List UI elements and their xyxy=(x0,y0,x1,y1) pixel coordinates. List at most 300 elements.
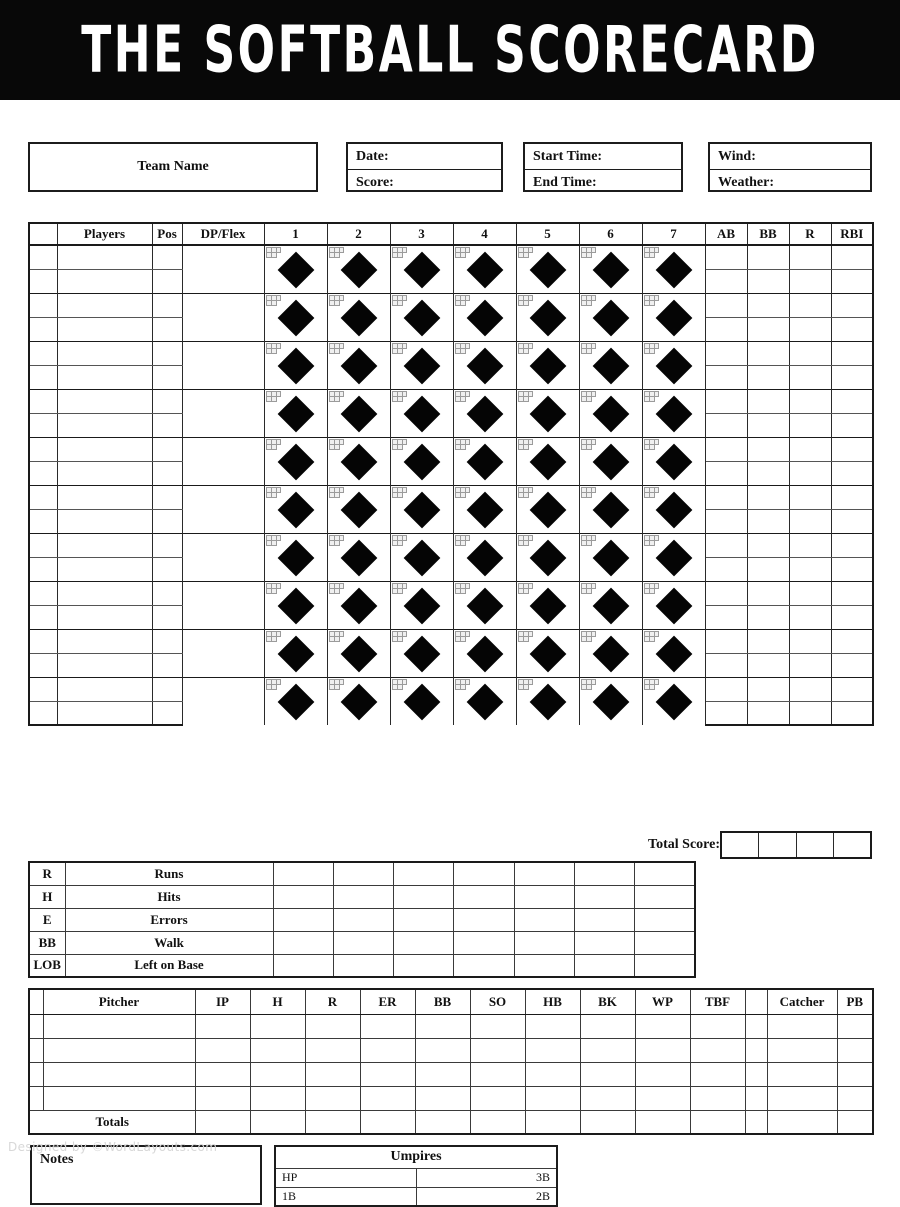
stat-cell-ab[interactable] xyxy=(705,581,747,605)
pitcher-cell[interactable] xyxy=(580,1038,635,1062)
inning-cell-5[interactable] xyxy=(516,437,579,485)
inning-cell-3[interactable] xyxy=(390,389,453,437)
pitcher-cell[interactable] xyxy=(837,1062,873,1086)
stat-cell-bb[interactable] xyxy=(747,581,789,605)
position-cell[interactable] xyxy=(152,437,182,461)
pitcher-cell[interactable] xyxy=(470,1086,525,1110)
pitcher-cell[interactable] xyxy=(305,1014,360,1038)
stats-value-cell[interactable] xyxy=(454,931,514,954)
pitcher-cell[interactable] xyxy=(635,1086,690,1110)
player-name-cell-sub[interactable] xyxy=(57,317,152,341)
team-name-box[interactable] xyxy=(28,142,318,192)
pitcher-totals-cell[interactable] xyxy=(415,1110,470,1134)
stat-cell-rbi[interactable] xyxy=(831,677,873,701)
stats-value-cell[interactable] xyxy=(635,908,695,931)
weather-field[interactable]: Weather: xyxy=(710,169,870,194)
position-cell-sub[interactable] xyxy=(152,509,182,533)
stat-cell-sub[interactable] xyxy=(747,269,789,293)
stat-cell-sub[interactable] xyxy=(831,509,873,533)
pitcher-cell[interactable] xyxy=(195,1038,250,1062)
batting-order-cell-sub[interactable] xyxy=(29,269,57,293)
pitcher-cell[interactable] xyxy=(580,1062,635,1086)
stat-cell-sub[interactable] xyxy=(789,557,831,581)
inning-cell-4[interactable] xyxy=(453,341,516,389)
player-name-cell-sub[interactable] xyxy=(57,557,152,581)
stat-cell-sub[interactable] xyxy=(831,653,873,677)
stat-cell-sub[interactable] xyxy=(747,653,789,677)
batting-order-cell[interactable] xyxy=(29,341,57,365)
inning-cell-6[interactable] xyxy=(579,533,642,581)
stat-cell-sub[interactable] xyxy=(831,605,873,629)
dpflex-cell[interactable] xyxy=(182,629,264,677)
stat-cell-sub[interactable] xyxy=(789,701,831,725)
pitcher-cell[interactable] xyxy=(470,1062,525,1086)
stat-cell-rbi[interactable] xyxy=(831,245,873,269)
position-cell[interactable] xyxy=(152,389,182,413)
stat-cell-r[interactable] xyxy=(789,629,831,653)
stat-cell-rbi[interactable] xyxy=(831,437,873,461)
inning-cell-5[interactable] xyxy=(516,629,579,677)
stats-value-cell[interactable] xyxy=(454,954,514,977)
stat-cell-ab[interactable] xyxy=(705,437,747,461)
pitcher-totals-cell[interactable] xyxy=(250,1110,305,1134)
position-cell-sub[interactable] xyxy=(152,317,182,341)
stats-value-cell[interactable] xyxy=(394,931,454,954)
pitcher-cell[interactable] xyxy=(250,1086,305,1110)
batting-order-cell-sub[interactable] xyxy=(29,557,57,581)
pitcher-cell[interactable] xyxy=(837,1014,873,1038)
pitcher-totals-cell[interactable] xyxy=(195,1110,250,1134)
pitcher-cell[interactable] xyxy=(635,1038,690,1062)
batting-order-cell[interactable] xyxy=(29,485,57,509)
pitcher-cell[interactable] xyxy=(690,1062,745,1086)
pitcher-cell[interactable] xyxy=(745,1086,767,1110)
umpire-3b-field[interactable]: 3B xyxy=(416,1168,557,1187)
inning-cell-2[interactable] xyxy=(327,293,390,341)
stat-cell-sub[interactable] xyxy=(705,365,747,389)
stat-cell-sub[interactable] xyxy=(789,413,831,437)
batting-order-cell-sub[interactable] xyxy=(29,461,57,485)
pitcher-cell[interactable] xyxy=(767,1038,837,1062)
stat-cell-sub[interactable] xyxy=(789,605,831,629)
stats-value-cell[interactable] xyxy=(454,885,514,908)
inning-cell-4[interactable] xyxy=(453,293,516,341)
batting-order-cell[interactable] xyxy=(29,293,57,317)
stat-cell-sub[interactable] xyxy=(831,365,873,389)
pitcher-cell[interactable] xyxy=(745,1014,767,1038)
stat-cell-sub[interactable] xyxy=(705,701,747,725)
stat-cell-rbi[interactable] xyxy=(831,341,873,365)
inning-cell-6[interactable] xyxy=(579,485,642,533)
inning-cell-2[interactable] xyxy=(327,677,390,725)
inning-cell-3[interactable] xyxy=(390,581,453,629)
pitcher-row-tick[interactable] xyxy=(29,1086,43,1110)
stat-cell-sub[interactable] xyxy=(831,461,873,485)
inning-cell-7[interactable] xyxy=(642,389,705,437)
pitcher-cell[interactable] xyxy=(195,1062,250,1086)
stat-cell-r[interactable] xyxy=(789,341,831,365)
player-name-cell-sub[interactable] xyxy=(57,461,152,485)
inning-cell-4[interactable] xyxy=(453,581,516,629)
player-name-cell-sub[interactable] xyxy=(57,701,152,725)
inning-cell-4[interactable] xyxy=(453,437,516,485)
pitcher-cell[interactable] xyxy=(195,1086,250,1110)
stat-cell-rbi[interactable] xyxy=(831,533,873,557)
wind-field[interactable]: Wind: xyxy=(718,149,756,164)
position-cell-sub[interactable] xyxy=(152,269,182,293)
stat-cell-sub[interactable] xyxy=(705,269,747,293)
stats-value-cell[interactable] xyxy=(514,931,574,954)
stats-value-cell[interactable] xyxy=(454,862,514,885)
stats-value-cell[interactable] xyxy=(333,885,393,908)
stat-cell-sub[interactable] xyxy=(831,413,873,437)
batting-order-cell-sub[interactable] xyxy=(29,365,57,389)
stats-value-cell[interactable] xyxy=(635,954,695,977)
notes-box[interactable] xyxy=(30,1145,262,1205)
stat-cell-r[interactable] xyxy=(789,485,831,509)
stat-cell-r[interactable] xyxy=(789,677,831,701)
inning-cell-1[interactable] xyxy=(264,389,327,437)
batting-order-cell-sub[interactable] xyxy=(29,413,57,437)
batting-order-cell[interactable] xyxy=(29,533,57,557)
stat-cell-sub[interactable] xyxy=(789,653,831,677)
pitcher-row-tick[interactable] xyxy=(29,1062,43,1086)
pitcher-cell[interactable] xyxy=(470,1038,525,1062)
stat-cell-bb[interactable] xyxy=(747,293,789,317)
stat-cell-bb[interactable] xyxy=(747,341,789,365)
inning-cell-7[interactable] xyxy=(642,485,705,533)
inning-cell-2[interactable] xyxy=(327,533,390,581)
player-name-cell[interactable] xyxy=(57,533,152,557)
pitcher-cell[interactable] xyxy=(767,1086,837,1110)
end-time-field[interactable]: End Time: xyxy=(525,169,681,194)
inning-cell-3[interactable] xyxy=(390,437,453,485)
stats-value-cell[interactable] xyxy=(394,885,454,908)
stat-cell-sub[interactable] xyxy=(789,269,831,293)
batting-order-cell[interactable] xyxy=(29,581,57,605)
total-score-cell[interactable] xyxy=(759,832,797,858)
pitcher-cell[interactable] xyxy=(43,1038,195,1062)
position-cell[interactable] xyxy=(152,581,182,605)
stat-cell-sub[interactable] xyxy=(789,365,831,389)
pitcher-totals-cell[interactable] xyxy=(360,1110,415,1134)
pitcher-cell[interactable] xyxy=(470,1014,525,1038)
pitcher-cell[interactable] xyxy=(305,1038,360,1062)
stats-value-cell[interactable] xyxy=(333,931,393,954)
inning-cell-3[interactable] xyxy=(390,485,453,533)
pitcher-cell[interactable] xyxy=(415,1062,470,1086)
player-name-cell-sub[interactable] xyxy=(57,605,152,629)
position-cell[interactable] xyxy=(152,485,182,509)
inning-cell-1[interactable] xyxy=(264,677,327,725)
stat-cell-bb[interactable] xyxy=(747,533,789,557)
player-name-cell-sub[interactable] xyxy=(57,413,152,437)
inning-cell-5[interactable] xyxy=(516,485,579,533)
inning-cell-6[interactable] xyxy=(579,389,642,437)
inning-cell-1[interactable] xyxy=(264,245,327,293)
stat-cell-r[interactable] xyxy=(789,437,831,461)
pitcher-cell[interactable] xyxy=(745,1038,767,1062)
stats-value-cell[interactable] xyxy=(394,908,454,931)
dpflex-cell[interactable] xyxy=(182,389,264,437)
stats-value-cell[interactable] xyxy=(273,931,333,954)
inning-cell-1[interactable] xyxy=(264,437,327,485)
inning-cell-1[interactable] xyxy=(264,629,327,677)
date-field[interactable]: Date: xyxy=(356,149,389,164)
pitcher-cell[interactable] xyxy=(250,1014,305,1038)
stat-cell-ab[interactable] xyxy=(705,389,747,413)
pitcher-cell[interactable] xyxy=(525,1062,580,1086)
pitcher-cell[interactable] xyxy=(360,1038,415,1062)
inning-cell-6[interactable] xyxy=(579,293,642,341)
batting-order-cell[interactable] xyxy=(29,677,57,701)
position-cell-sub[interactable] xyxy=(152,413,182,437)
stats-value-cell[interactable] xyxy=(635,931,695,954)
stat-cell-sub[interactable] xyxy=(705,413,747,437)
stat-cell-sub[interactable] xyxy=(747,701,789,725)
inning-cell-4[interactable] xyxy=(453,533,516,581)
stats-value-cell[interactable] xyxy=(574,862,634,885)
inning-cell-6[interactable] xyxy=(579,629,642,677)
stat-cell-sub[interactable] xyxy=(747,317,789,341)
dpflex-cell[interactable] xyxy=(182,293,264,341)
position-cell-sub[interactable] xyxy=(152,605,182,629)
stat-cell-rbi[interactable] xyxy=(831,389,873,413)
dpflex-cell[interactable] xyxy=(182,485,264,533)
stat-cell-sub[interactable] xyxy=(747,461,789,485)
umpire-hp-field[interactable]: HP xyxy=(275,1168,416,1187)
stats-value-cell[interactable] xyxy=(273,954,333,977)
inning-cell-6[interactable] xyxy=(579,581,642,629)
pitcher-cell[interactable] xyxy=(525,1014,580,1038)
total-score-cell[interactable] xyxy=(796,832,834,858)
inning-cell-1[interactable] xyxy=(264,533,327,581)
stat-cell-ab[interactable] xyxy=(705,533,747,557)
pitcher-cell[interactable] xyxy=(635,1062,690,1086)
stat-cell-sub[interactable] xyxy=(705,653,747,677)
stat-cell-rbi[interactable] xyxy=(831,581,873,605)
player-name-cell[interactable] xyxy=(57,677,152,701)
pitcher-cell[interactable] xyxy=(525,1038,580,1062)
stats-value-cell[interactable] xyxy=(273,885,333,908)
inning-cell-3[interactable] xyxy=(390,629,453,677)
stat-cell-sub[interactable] xyxy=(705,557,747,581)
inning-cell-4[interactable] xyxy=(453,677,516,725)
position-cell[interactable] xyxy=(152,341,182,365)
stat-cell-sub[interactable] xyxy=(831,269,873,293)
dpflex-cell[interactable] xyxy=(182,677,264,725)
stat-cell-sub[interactable] xyxy=(831,701,873,725)
total-score-cell[interactable] xyxy=(721,832,759,858)
stats-value-cell[interactable] xyxy=(333,908,393,931)
pitcher-cell[interactable] xyxy=(690,1038,745,1062)
stats-value-cell[interactable] xyxy=(514,908,574,931)
inning-cell-5[interactable] xyxy=(516,293,579,341)
batting-order-cell-sub[interactable] xyxy=(29,701,57,725)
inning-cell-2[interactable] xyxy=(327,437,390,485)
stats-value-cell[interactable] xyxy=(514,862,574,885)
position-cell[interactable] xyxy=(152,245,182,269)
umpire-1b-field[interactable]: 1B xyxy=(275,1187,416,1206)
position-cell-sub[interactable] xyxy=(152,557,182,581)
stat-cell-ab[interactable] xyxy=(705,485,747,509)
stat-cell-sub[interactable] xyxy=(831,317,873,341)
inning-cell-5[interactable] xyxy=(516,581,579,629)
pitcher-cell[interactable] xyxy=(250,1038,305,1062)
pitcher-cell[interactable] xyxy=(360,1014,415,1038)
player-name-cell-sub[interactable] xyxy=(57,509,152,533)
position-cell[interactable] xyxy=(152,533,182,557)
stat-cell-r[interactable] xyxy=(789,293,831,317)
stats-value-cell[interactable] xyxy=(574,885,634,908)
stats-value-cell[interactable] xyxy=(273,862,333,885)
inning-cell-7[interactable] xyxy=(642,677,705,725)
player-name-cell[interactable] xyxy=(57,629,152,653)
pitcher-cell[interactable] xyxy=(767,1062,837,1086)
inning-cell-2[interactable] xyxy=(327,629,390,677)
stat-cell-sub[interactable] xyxy=(747,509,789,533)
stats-value-cell[interactable] xyxy=(574,954,634,977)
pitcher-cell[interactable] xyxy=(43,1086,195,1110)
inning-cell-1[interactable] xyxy=(264,581,327,629)
stat-cell-ab[interactable] xyxy=(705,341,747,365)
player-name-cell[interactable] xyxy=(57,437,152,461)
pitcher-cell[interactable] xyxy=(415,1014,470,1038)
inning-cell-7[interactable] xyxy=(642,245,705,293)
batting-order-cell-sub[interactable] xyxy=(29,509,57,533)
pitcher-cell[interactable] xyxy=(305,1086,360,1110)
inning-cell-3[interactable] xyxy=(390,533,453,581)
stat-cell-r[interactable] xyxy=(789,581,831,605)
pitcher-cell[interactable] xyxy=(305,1062,360,1086)
stat-cell-sub[interactable] xyxy=(747,557,789,581)
pitcher-cell[interactable] xyxy=(690,1014,745,1038)
inning-cell-7[interactable] xyxy=(642,629,705,677)
pitcher-cell[interactable] xyxy=(580,1086,635,1110)
pitcher-cell[interactable] xyxy=(360,1086,415,1110)
inning-cell-7[interactable] xyxy=(642,533,705,581)
batting-order-cell-sub[interactable] xyxy=(29,653,57,677)
dpflex-cell[interactable] xyxy=(182,533,264,581)
stats-value-cell[interactable] xyxy=(635,885,695,908)
inning-cell-5[interactable] xyxy=(516,245,579,293)
inning-cell-7[interactable] xyxy=(642,293,705,341)
inning-cell-6[interactable] xyxy=(579,437,642,485)
stats-value-cell[interactable] xyxy=(454,908,514,931)
batting-order-cell-sub[interactable] xyxy=(29,317,57,341)
stat-cell-ab[interactable] xyxy=(705,293,747,317)
stats-value-cell[interactable] xyxy=(333,862,393,885)
pitcher-cell[interactable] xyxy=(837,1038,873,1062)
pitcher-totals-cell[interactable] xyxy=(690,1110,745,1134)
stats-value-cell[interactable] xyxy=(333,954,393,977)
batting-order-cell[interactable] xyxy=(29,245,57,269)
position-cell-sub[interactable] xyxy=(152,365,182,389)
inning-cell-5[interactable] xyxy=(516,389,579,437)
inning-cell-5[interactable] xyxy=(516,677,579,725)
inning-cell-2[interactable] xyxy=(327,341,390,389)
inning-cell-5[interactable] xyxy=(516,533,579,581)
player-name-cell[interactable] xyxy=(57,341,152,365)
stat-cell-bb[interactable] xyxy=(747,677,789,701)
pitcher-row-tick[interactable] xyxy=(29,1014,43,1038)
pitcher-cell[interactable] xyxy=(415,1038,470,1062)
stat-cell-rbi[interactable] xyxy=(831,629,873,653)
stat-cell-bb[interactable] xyxy=(747,437,789,461)
stats-value-cell[interactable] xyxy=(635,862,695,885)
pitcher-cell[interactable] xyxy=(837,1086,873,1110)
player-name-cell[interactable] xyxy=(57,293,152,317)
dpflex-cell[interactable] xyxy=(182,581,264,629)
stat-cell-rbi[interactable] xyxy=(831,485,873,509)
player-name-cell-sub[interactable] xyxy=(57,365,152,389)
batting-order-cell[interactable] xyxy=(29,629,57,653)
pitcher-cell[interactable] xyxy=(360,1062,415,1086)
inning-cell-7[interactable] xyxy=(642,437,705,485)
pitcher-cell[interactable] xyxy=(250,1062,305,1086)
stat-cell-sub[interactable] xyxy=(705,461,747,485)
pitcher-cell[interactable] xyxy=(580,1014,635,1038)
start-time-field[interactable]: Start Time: xyxy=(533,149,603,164)
stat-cell-sub[interactable] xyxy=(789,317,831,341)
stat-cell-sub[interactable] xyxy=(705,605,747,629)
stat-cell-ab[interactable] xyxy=(705,629,747,653)
pitcher-row-tick[interactable] xyxy=(29,1038,43,1062)
batting-order-cell[interactable] xyxy=(29,437,57,461)
inning-cell-3[interactable] xyxy=(390,245,453,293)
pitcher-cell[interactable] xyxy=(767,1014,837,1038)
pitcher-totals-cell[interactable] xyxy=(635,1110,690,1134)
dpflex-cell[interactable] xyxy=(182,245,264,293)
inning-cell-4[interactable] xyxy=(453,245,516,293)
inning-cell-2[interactable] xyxy=(327,389,390,437)
inning-cell-2[interactable] xyxy=(327,245,390,293)
stat-cell-bb[interactable] xyxy=(747,485,789,509)
pitcher-cell[interactable] xyxy=(195,1014,250,1038)
player-name-cell[interactable] xyxy=(57,485,152,509)
stat-cell-bb[interactable] xyxy=(747,629,789,653)
total-score-cell[interactable] xyxy=(834,832,872,858)
pitcher-cell[interactable] xyxy=(525,1086,580,1110)
stat-cell-bb[interactable] xyxy=(747,389,789,413)
inning-cell-1[interactable] xyxy=(264,341,327,389)
inning-cell-2[interactable] xyxy=(327,581,390,629)
stats-value-cell[interactable] xyxy=(574,931,634,954)
position-cell[interactable] xyxy=(152,293,182,317)
pitcher-totals-cell[interactable] xyxy=(470,1110,525,1134)
pitcher-cell[interactable] xyxy=(690,1086,745,1110)
position-cell-sub[interactable] xyxy=(152,701,182,725)
stats-value-cell[interactable] xyxy=(273,908,333,931)
stat-cell-r[interactable] xyxy=(789,245,831,269)
inning-cell-3[interactable] xyxy=(390,293,453,341)
pitcher-totals-cell[interactable] xyxy=(837,1110,873,1134)
inning-cell-3[interactable] xyxy=(390,677,453,725)
player-name-cell-sub[interactable] xyxy=(57,653,152,677)
inning-cell-6[interactable] xyxy=(579,341,642,389)
pitcher-totals-cell[interactable] xyxy=(305,1110,360,1134)
stats-value-cell[interactable] xyxy=(514,954,574,977)
position-cell[interactable] xyxy=(152,677,182,701)
batting-order-cell-sub[interactable] xyxy=(29,605,57,629)
inning-cell-7[interactable] xyxy=(642,581,705,629)
score-field[interactable]: Score: xyxy=(348,169,501,194)
pitcher-totals-cell[interactable] xyxy=(525,1110,580,1134)
position-cell-sub[interactable] xyxy=(152,653,182,677)
inning-cell-4[interactable] xyxy=(453,629,516,677)
inning-cell-5[interactable] xyxy=(516,341,579,389)
position-cell[interactable] xyxy=(152,629,182,653)
